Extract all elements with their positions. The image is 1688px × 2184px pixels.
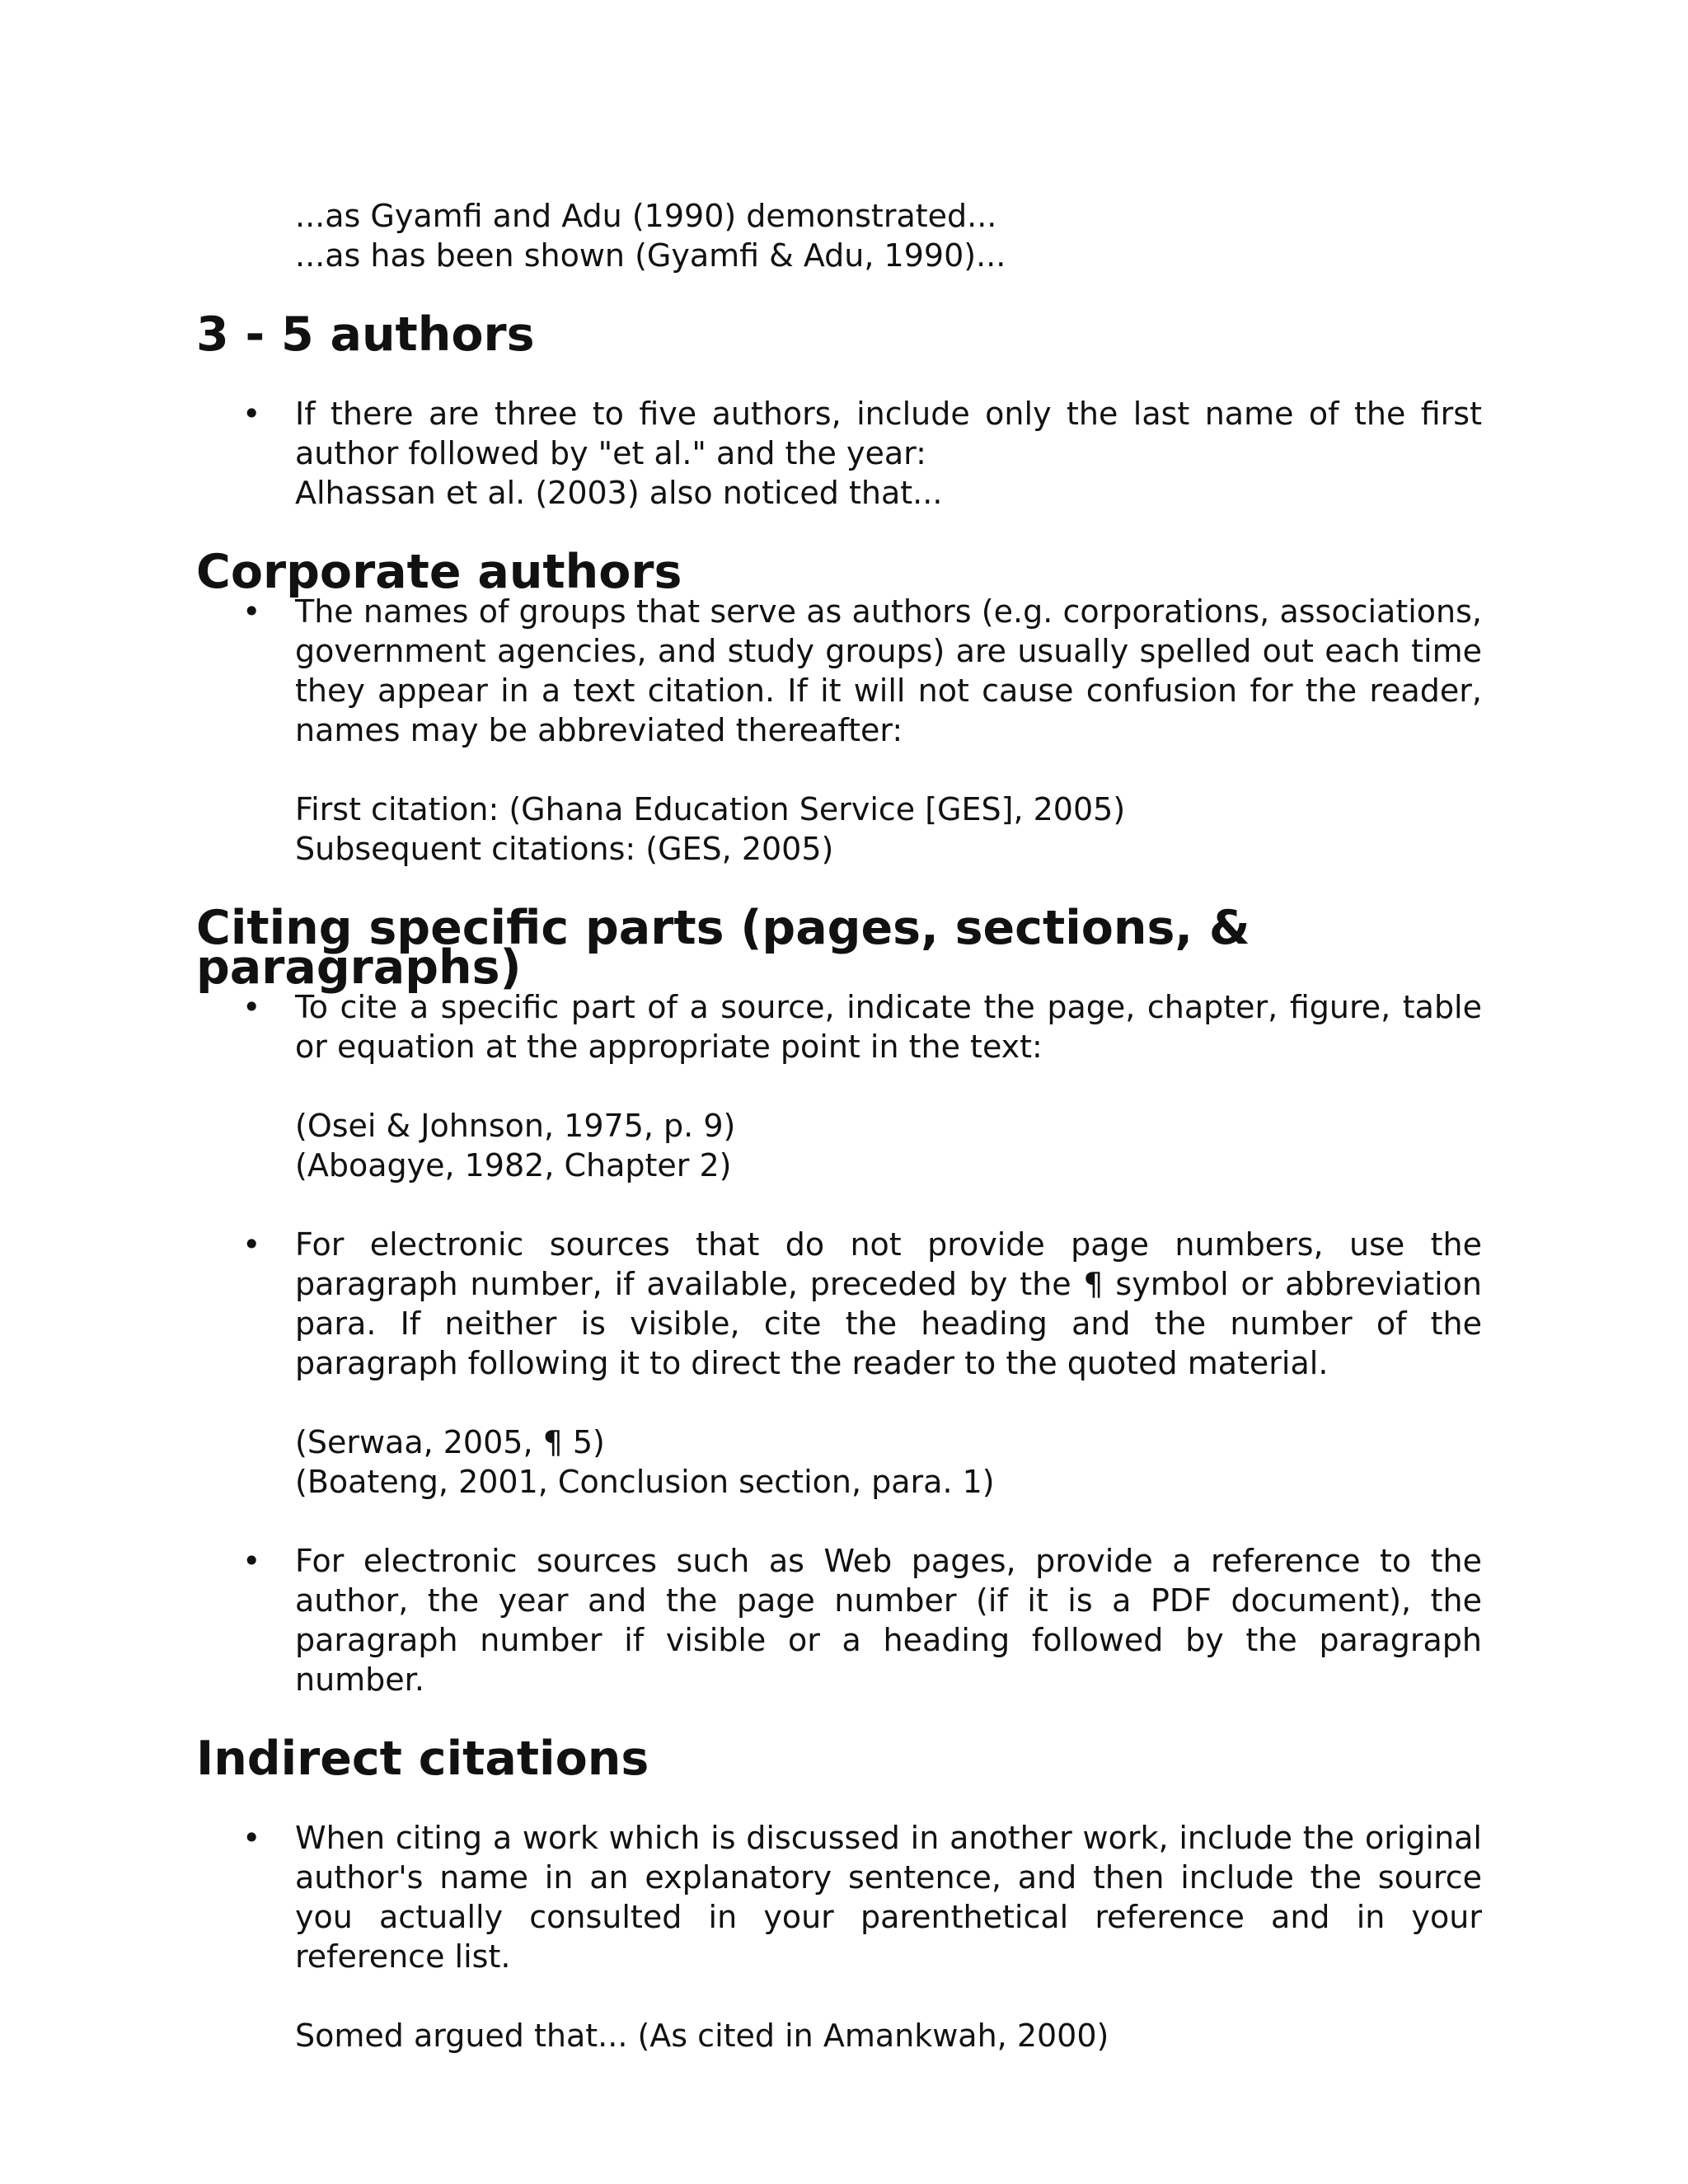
bullet-text: If there are three to five authors, include only the last name of the first author followed by "et al." and the year: <box>295 396 1482 471</box>
example-subsequent-citation: Subsequent citations: (GES, 2005) <box>295 831 834 867</box>
heading-indirect-citations: Indirect citations <box>196 1732 649 1786</box>
bullet-electronic-paragraph <box>196 1225 1482 1383</box>
bullet-text: The names of groups that serve as authors (e.g. corporations, associations, government agencies, and study groups) are usually spelled out each time they appear in a text citation. If it will not cause confusion for the reader, names may be abbreviated thereafter: <box>295 593 1482 748</box>
bullet-text: For electronic sources that do not provide page numbers, use the paragraph number, if available, preceded by the ¶ symbol or abbreviation para. If neither is visible, cite the heading and the number of the paragraph following it to direct the reader to the quoted material. <box>295 1226 1482 1381</box>
document-page <box>196 196 1482 2055</box>
bullet-dot: • <box>242 1820 261 1856</box>
bullet-dot: • <box>242 1543 261 1579</box>
bullet-3-5-authors <box>196 394 1482 513</box>
intro-line-2: ...as has been shown (Gyamfi & Adu, 1990)... <box>295 237 1006 274</box>
bullet-dot: • <box>242 989 261 1025</box>
bullet-dot: • <box>242 1226 261 1263</box>
heading-3-5-authors: 3 - 5 authors <box>196 307 535 362</box>
bullet-text: To cite a specific part of a source, indicate the page, chapter, figure, table or equation at the appropriate point in the text: <box>295 989 1482 1065</box>
example-alhassan: Alhassan et al. (2003) also noticed that... <box>295 475 943 511</box>
bullet-text: For electronic sources such as Web pages, provide a reference to the author, the year and the page number (if it is a PDF document), the paragraph number if visible or a heading followed by the paragraph number. <box>295 1543 1482 1698</box>
heading-corporate-authors: Corporate authors <box>196 545 682 599</box>
example-first-citation: First citation: (Ghana Education Service [GES], 2005) <box>295 791 1126 827</box>
example-amankwah: Somed argued that... (As cited in Amankwah, 2000) <box>295 2018 1109 2054</box>
bullet-electronic-web <box>196 1541 1482 1699</box>
bullet-dot: • <box>242 593 261 630</box>
bullet-text: When citing a work which is discussed in another work, include the original author's name in an explanatory sentence, and then include the source you actually consulted in your parenthetical reference and in your reference list. <box>295 1820 1482 1975</box>
example-aboagye: (Aboagye, 1982, Chapter 2) <box>295 1147 732 1183</box>
bullet-indirect <box>196 1818 1482 1976</box>
example-osei-johnson: (Osei & Johnson, 1975, p. 9) <box>295 1108 736 1144</box>
example-serwaa: (Serwaa, 2005, ¶ 5) <box>295 1424 605 1460</box>
bullet-specific-part <box>196 987 1482 1066</box>
bullet-corporate <box>196 592 1482 750</box>
heading-citing-specific-parts: Citing specific parts (pages, sections, & paragraphs) <box>196 901 1250 995</box>
intro-line-1: ...as Gyamfi and Adu (1990) demonstrated... <box>295 198 997 234</box>
example-boateng: (Boateng, 2001, Conclusion section, para. 1) <box>295 1464 995 1500</box>
bullet-dot: • <box>242 396 261 432</box>
